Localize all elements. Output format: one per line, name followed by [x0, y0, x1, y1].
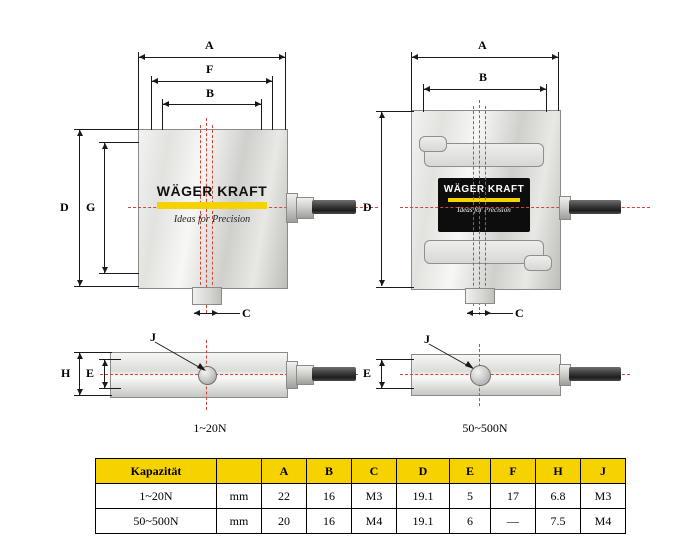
cell-F: 17: [491, 484, 536, 509]
dim-B-left-line: [163, 104, 261, 105]
th-D: D: [397, 459, 450, 484]
cell-C: M3: [352, 484, 397, 509]
left-side-cable: [312, 367, 356, 381]
dim-B-right-line: [424, 89, 546, 90]
dim-D-right-ext-1: [376, 111, 414, 112]
dim-D-left-ext-1: [74, 129, 139, 130]
dim-A-right-arrow-left: [412, 54, 418, 60]
right-front-center-vline-1: [473, 106, 474, 306]
right-front-brand: [438, 178, 530, 232]
dim-E-left-label: E: [86, 366, 95, 380]
dim-F-ext-1: [151, 76, 152, 130]
dim-D-right-ext-2: [376, 287, 414, 288]
dim-D-left-line: [79, 130, 80, 286]
cell-F: —: [491, 509, 536, 534]
cell-E: 5: [450, 484, 491, 509]
cell-B: 16: [307, 509, 352, 534]
brand-name: WÄGER KRAFT: [156, 183, 268, 199]
dim-D-left-label: D: [60, 200, 69, 214]
dim-D-right-line: [381, 112, 382, 286]
right-front-upper-notch: [419, 136, 447, 152]
dim-G-ext-1: [99, 142, 139, 143]
dim-E-right-label: E: [363, 366, 372, 380]
right-front-center-vline-2: [485, 106, 486, 306]
brand-name-right: WÄGER KRAFT: [443, 184, 525, 195]
cell-H: 7.5: [536, 509, 581, 534]
dim-E-right-arrow-up: [379, 360, 385, 366]
dim-B-left-label: B: [206, 86, 215, 100]
cell-H: 6.8: [536, 484, 581, 509]
table-row: [96, 484, 626, 509]
left-front-bottom-tab: [192, 287, 222, 305]
cell-capacity: 50~500N: [96, 509, 217, 534]
dim-G-arrow-up: [102, 143, 108, 149]
dim-H-ext-1: [74, 352, 112, 353]
th-B: B: [307, 459, 352, 484]
dim-C-right-leader: [491, 313, 513, 314]
cell-unit: mm: [217, 509, 262, 534]
dim-B-right-ext-2: [546, 84, 547, 112]
dim-E-left-arrow-up: [102, 360, 108, 366]
dim-F-label: F: [206, 62, 214, 76]
dim-C-right-arrow-left: [467, 310, 473, 316]
dim-G-ext-2: [99, 273, 139, 274]
dim-A-left-ext-2: [285, 52, 286, 130]
dim-A-left-arrow-left: [139, 54, 145, 60]
dim-F-line: [152, 81, 272, 82]
dim-H-arrow-up: [77, 353, 83, 359]
dim-G-label: G: [86, 200, 96, 214]
dim-F-ext-2: [272, 76, 273, 130]
cell-J: M4: [581, 509, 626, 534]
dim-A-left-line: [139, 57, 285, 58]
left-front-cable: [312, 200, 356, 214]
dim-B-right-ext-1: [423, 84, 424, 112]
th-H: H: [536, 459, 581, 484]
dim-C-left-leader: [218, 313, 240, 314]
dim-B-right-arrow-left: [424, 86, 430, 92]
table-row: [96, 509, 626, 534]
cell-D: 19.1: [397, 509, 450, 534]
dim-J-left-leader: [150, 330, 220, 376]
dim-D-right-label: D: [363, 200, 372, 214]
dim-B-left-ext-2: [261, 99, 262, 130]
dim-B-left-arrow-left: [163, 101, 169, 107]
dim-G-line: [104, 143, 105, 273]
dim-C-left-label: C: [242, 306, 251, 320]
th-F: F: [491, 459, 536, 484]
dim-A-left-label: A: [205, 38, 214, 52]
dim-E-right-ext-2: [376, 388, 414, 389]
th-A: A: [262, 459, 307, 484]
th-capacity: Kapazität: [96, 459, 217, 484]
dim-H-ext-2: [74, 395, 112, 396]
table-header-row: [96, 459, 626, 484]
spec-table: [95, 458, 626, 534]
dim-E-left-ext-1: [99, 359, 121, 360]
right-front-lower-notch: [524, 255, 552, 271]
dim-A-right-ext-1: [411, 52, 412, 111]
dim-J-right-label: J: [424, 332, 430, 346]
cell-capacity: 1~20N: [96, 484, 217, 509]
dim-D-left-arrow-up: [77, 130, 83, 136]
right-view-caption: 50~500N: [462, 421, 508, 435]
dim-E-right-ext-1: [376, 359, 414, 360]
cell-A: 20: [262, 509, 307, 534]
right-front-cable: [569, 200, 621, 214]
dim-C-right-label: C: [515, 306, 524, 320]
dim-E-left-ext-2: [99, 388, 121, 389]
dim-J-right-leader: [424, 332, 488, 376]
dim-A-right-line: [412, 57, 558, 58]
right-front-bottom-tab: [465, 288, 495, 304]
th-unit: [217, 459, 262, 484]
dim-A-right-ext-2: [558, 52, 559, 111]
dim-C-left-arrow-left: [194, 310, 200, 316]
dim-D-left-ext-2: [74, 286, 139, 287]
th-E: E: [450, 459, 491, 484]
dim-D-right-arrow-down: [379, 280, 385, 286]
brand-bar: [157, 202, 267, 209]
left-front-brand: [148, 183, 276, 225]
brand-bar-right: [448, 198, 520, 202]
cell-J: M3: [581, 484, 626, 509]
cell-unit: mm: [217, 484, 262, 509]
th-J: J: [581, 459, 626, 484]
cell-B: 16: [307, 484, 352, 509]
dim-A-left-ext-1: [138, 52, 139, 130]
cell-C: M4: [352, 509, 397, 534]
cell-E: 6: [450, 509, 491, 534]
cell-D: 19.1: [397, 484, 450, 509]
dim-F-arrow-left: [152, 78, 158, 84]
dim-B-right-label: B: [479, 70, 488, 84]
left-view-caption: 1~20N: [193, 421, 227, 435]
right-side-cable: [569, 367, 621, 381]
brand-tagline: Ideas for Precision: [173, 214, 251, 225]
dim-A-right-label: A: [478, 38, 487, 52]
cell-A: 22: [262, 484, 307, 509]
dim-B-left-ext-1: [162, 99, 163, 130]
dim-D-right-arrow-up: [379, 112, 385, 118]
th-C: C: [352, 459, 397, 484]
dim-H-label: H: [61, 366, 71, 380]
dim-J-left-label: J: [150, 330, 156, 344]
brand-tagline-right: Ideas for Precision: [457, 206, 511, 214]
